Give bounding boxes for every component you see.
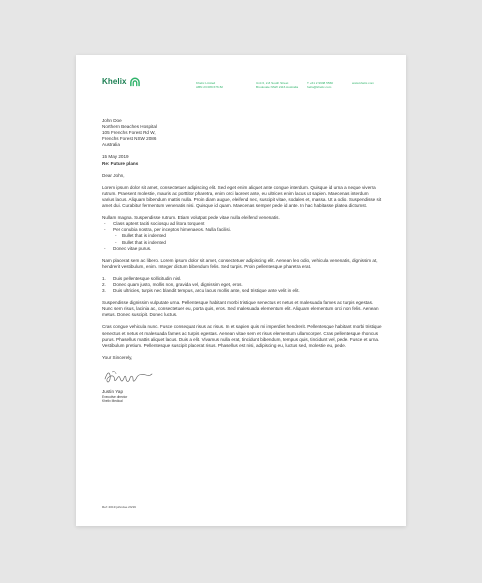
recipient-address: John Doe Northern Beaches Hospital 105 Frenchs Forest Rd W, Frenchs Forest NSW 2086 Australia (102, 118, 157, 148)
closing: Your Sincerely, (102, 354, 133, 360)
logo-wordmark: Khelix (102, 77, 127, 86)
header-company-info: Khelix Limited ABN 23 089 676 82 (196, 81, 224, 90)
list-item: 2. Donec quam justo, mollis non, gravida vel, dignissim eget, eros. (102, 281, 243, 287)
letter-body (102, 118, 382, 403)
salutation: Dear John, (102, 172, 125, 178)
list-item: 1. Duis pellentesque sollicitudin nisl. (102, 275, 182, 281)
list-item: - Class aptent taciti sociosqu ad litora torquent (102, 221, 382, 227)
header-address: Unit 6, 2-8 South Street Brookvale NSW 2116 Australia (256, 81, 299, 90)
company-logo (102, 76, 140, 87)
header-contact: T +61 2 9938 5560 hello@khelix.com (307, 81, 334, 90)
header-website: www.khelix.com (352, 81, 375, 85)
signer-block (102, 389, 382, 404)
date-block (102, 154, 382, 166)
signer-company: Khelix Medical (102, 399, 123, 404)
signer-title: Executive director (102, 395, 128, 399)
numbered-list (102, 276, 382, 294)
signature-image (102, 363, 382, 389)
list-item: - Bullet that is indented (113, 240, 382, 246)
paragraph-5: Cras congue vehicula nunc. Fusce consequat risus ac risus. In et sapien quis mi imperdiet hendrerit. Pellentesque habitant morbi tristique senectus et netus et malesuada fames ac turpis egestas. Aenean vitae sem et risus elementum ullamcorper. Cras pellentesque rhoncus purus. Phasellus mattis aliquet lacus. Duis a elit. Vivamus nulla erat, tincidunt bibendum, tempus quis, tincidunt vel, pede. Fusce et urna. Vestibulum pretium. Pellentesque suscipit placerat risus. Phasellus est nisi, adipiscing eu, luctus sed, molestie eu, pede. (102, 324, 382, 348)
list-item: - Bullet that is indented (113, 233, 382, 239)
paragraph-3: Nam placerat sem ac libero. Lorem ipsum dolor sit amet, consectetuer adipiscing elit. Aenean leo odio, vehicula venenatis, dignissim at, hendrerit vestibulum, enim. Integer dictum bibendum felis. Sed turpis. Proin pellentesque pharetra erat. (102, 257, 378, 269)
nested-bullet-list (113, 233, 382, 245)
logo-arc-icon (129, 76, 140, 87)
list-item: - Per conubia nostra, per inceptos himenaeos. Nulla facilisi. - Bullet that is indented - Bullet that is indented (102, 227, 382, 245)
letter-subject: Re: Future plans (102, 160, 139, 166)
handwritten-signature (102, 363, 154, 389)
signer-name: Justin Yap (102, 388, 124, 394)
letterhead (102, 75, 384, 97)
paragraph-2-intro: Nullam magna. Suspendisse rutrum. Etiam volutpat pede vitae nulla eleifend venenatis. (102, 215, 280, 221)
paragraph-4: Suspendisse dignissim vulputate urna. Pellentesque habitant morbi tristique senectus et netus et malesuada fames ac turpis egestas. Nunc sem risus, lacinia ac, consectetuer eu, porta quis, eros. Sed malesuada elementum elit. Aliquam elementum orci non felis. Aenean metus. Donec suscipit. Donec luctus. (102, 300, 379, 318)
letter-date: 15 May 2019 (102, 154, 129, 160)
list-item: 3. Duis ultricies, turpis nec blandit tempus, arcu lacus mollis ante, sed tristique ante velit in elit. (102, 288, 300, 294)
reference-footer: Ref: 2019 johndoe 23/19 (102, 505, 136, 509)
paragraph-1: Lorem ipsum dolor sit amet, consectetuer adipiscing elit. Sed eget enim aliquet ante congue interdum. Quisque id urna a neque viverra rutrum. Praesent molestie, mauris ac porttitor pharetra, enim orci laoreet ante, eu ultrices enim lacus ut sapien. Maecenas interdum varius lacus. Aliquam bibendum mattis nulla. Proin diam augue, eleifend nec, suscipit vitae, sodales et, massa. Ut a odio. Suspendisse sit amet dui. Curabitur fermentum venenatis nisi. Quisque id quam. Maecenas semper pede id ante. In hac habitasse platea dictumst. (102, 184, 382, 209)
letter-page (76, 55, 406, 526)
list-item: - Donec vitae purus. (102, 246, 382, 252)
bullet-list (102, 221, 382, 251)
